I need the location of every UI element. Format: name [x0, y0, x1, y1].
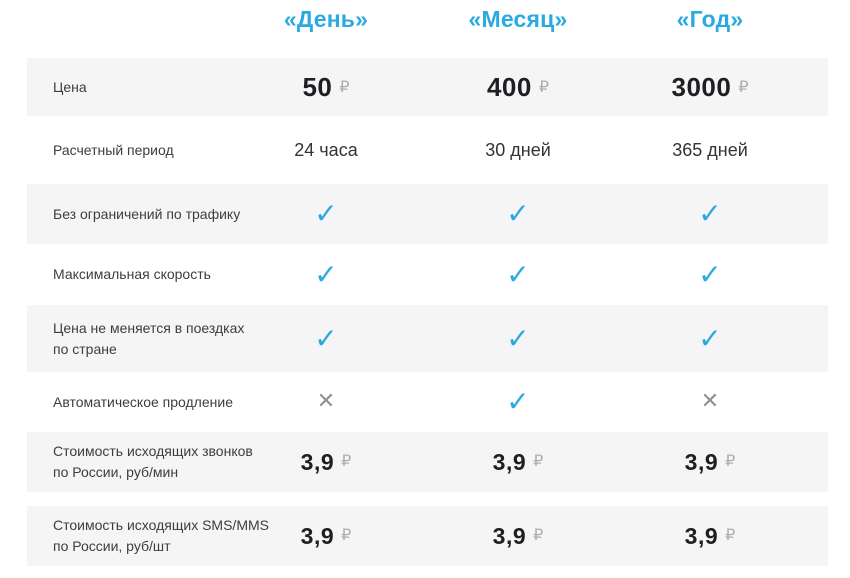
price-value: 400 [486, 71, 532, 102]
check-icon: ✓ [506, 197, 530, 230]
table-cell [422, 385, 614, 418]
table-cell [614, 321, 806, 355]
tariff-comparison-table [27, 0, 828, 566]
table-cell [614, 72, 806, 103]
check-icon: ✓ [506, 321, 530, 355]
table-cell [422, 257, 614, 291]
table-cell [614, 449, 806, 476]
table-cell [614, 523, 806, 550]
ruble-sign: ₽ [339, 76, 350, 96]
table-cell [614, 391, 806, 413]
cross-icon: ✕ [700, 389, 720, 414]
check-icon: ✓ [314, 197, 338, 230]
text-value: 30 дней [485, 139, 551, 160]
column-header: «Месяц» [468, 6, 568, 32]
row-label-line: Стоимость исходящих SMS/MMS [53, 517, 269, 533]
row-label-line: Цена не меняется в поездках [53, 319, 245, 336]
row-label [27, 264, 230, 285]
table-row [27, 372, 828, 432]
check-icon: ✓ [314, 257, 338, 291]
table-row [27, 58, 828, 116]
row-label [27, 318, 245, 360]
price-value: 3,9 [300, 448, 335, 475]
row-label [27, 140, 230, 161]
price-value: 3,9 [492, 522, 527, 549]
check-icon: ✓ [698, 257, 722, 291]
row-label-line: Расчетный период [53, 141, 174, 158]
price-value: 3,9 [684, 448, 719, 475]
table-cell [422, 523, 614, 550]
row-label-line: по России, руб/мин [53, 464, 179, 480]
table-cell [614, 140, 806, 161]
row-label-line: Стоимость исходящих звонков [53, 443, 253, 459]
table-cell [230, 257, 422, 291]
price-value: 3,9 [684, 522, 719, 549]
table-cell [230, 449, 422, 476]
row-label-line: по России, руб/шт [53, 538, 171, 554]
table-cell [614, 197, 806, 230]
table-cell [230, 197, 422, 230]
text-value: 365 дней [672, 139, 748, 160]
price-value: 3000 [671, 71, 732, 102]
table-cell [422, 321, 614, 355]
table-cell [614, 257, 806, 291]
table-row [27, 506, 828, 566]
column-header: «День» [283, 6, 369, 32]
ruble-sign: ₽ [341, 524, 352, 544]
table-cell [422, 72, 614, 103]
table-body [27, 58, 828, 566]
price-value: 50 [302, 71, 333, 102]
ruble-sign: ₽ [533, 450, 544, 470]
table-row [27, 184, 828, 244]
ruble-sign: ₽ [738, 76, 749, 96]
column-header: «Год» [676, 6, 744, 32]
ruble-sign: ₽ [341, 450, 352, 470]
row-label [27, 441, 253, 483]
row-label [27, 204, 241, 225]
table-cell [422, 197, 614, 230]
table-cell [230, 391, 422, 413]
check-icon: ✓ [506, 385, 530, 418]
table-cell [230, 523, 422, 550]
table-cell [422, 140, 614, 161]
table-cell [230, 321, 422, 355]
table-cell [230, 140, 422, 161]
table-row [27, 432, 828, 492]
check-icon: ✓ [506, 257, 530, 291]
ruble-sign: ₽ [538, 76, 550, 96]
row-label-line: по стране [53, 340, 117, 357]
table-header [27, 0, 828, 58]
table-row [27, 244, 828, 305]
cross-icon: ✕ [316, 389, 336, 414]
row-label [27, 392, 233, 413]
check-icon: ✓ [698, 321, 722, 355]
ruble-sign: ₽ [533, 524, 544, 544]
check-icon: ✓ [698, 197, 722, 230]
row-label [27, 77, 230, 98]
table-cell [422, 449, 614, 476]
ruble-sign: ₽ [725, 524, 736, 544]
text-value: 24 часа [294, 139, 358, 160]
row-label-line: Максимальная скорость [53, 266, 211, 282]
row-label [27, 515, 269, 557]
price-value: 3,9 [492, 448, 527, 475]
row-label-line: Без ограничений по трафику [53, 205, 241, 222]
table-cell [230, 72, 422, 103]
row-label-line: Автоматическое продление [53, 393, 233, 410]
table-row [27, 305, 828, 372]
ruble-sign: ₽ [725, 450, 736, 470]
check-icon: ✓ [314, 321, 338, 355]
table-row [27, 116, 828, 184]
price-value: 3,9 [300, 522, 335, 549]
row-label-line: Цена [53, 78, 87, 95]
